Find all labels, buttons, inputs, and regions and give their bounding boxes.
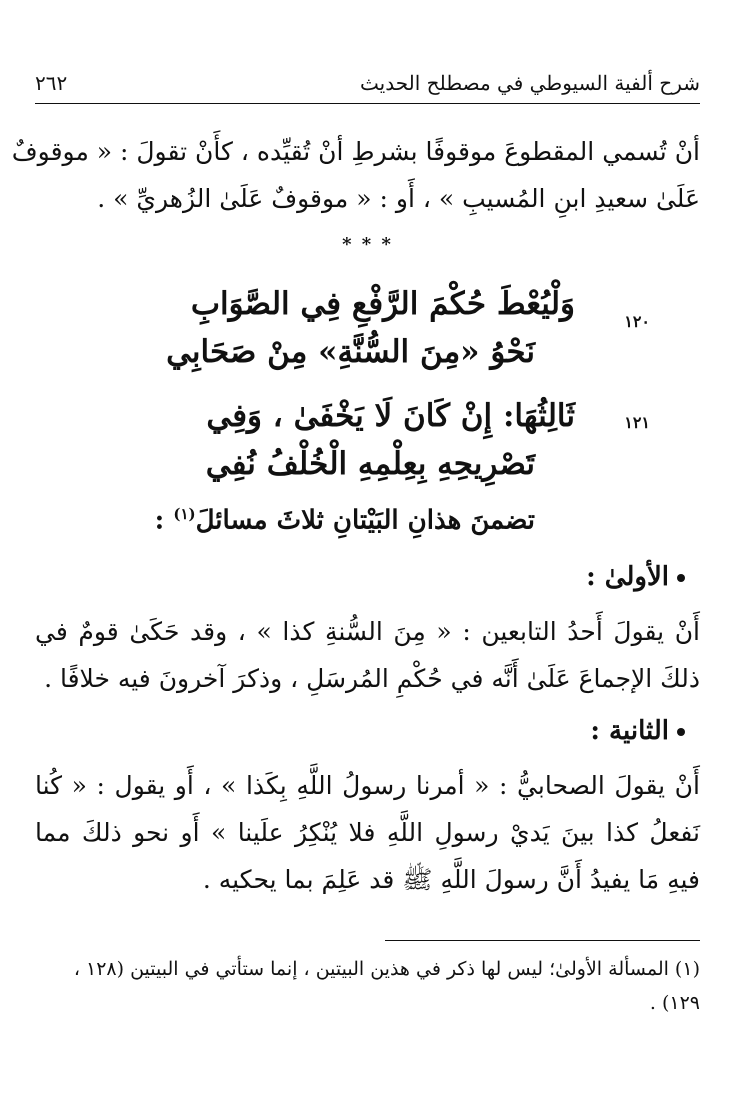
second-issue-line-2: نَفعلُ كذا بينَ يَديْ رسولِ اللَّهِ فلا يُنْكِرُ علَينا » أَو نحو ذلكَ مما <box>35 818 700 847</box>
page-header <box>35 66 700 100</box>
section-separator: * * * <box>342 234 393 255</box>
bullet-icon <box>677 574 685 582</box>
verse-121-second-hemistich: تَصْرِيحِهِ بِعِلْمِهِ الْخُلْفُ نُفِي <box>205 446 535 482</box>
verse-120-first-hemistich: وَلْيُعْطَ حُكْمَ الرَّفْعِ فِي الصَّوَابِ <box>190 286 575 322</box>
footnote-line-1: (١) المسألة الأولىٰ؛ ليس لها ذكر في هذين البيتين ، إنما ستأتي في البيتين (١٢٨ ، <box>73 958 700 980</box>
heading-second-text: الثانية : <box>590 716 669 746</box>
verse-120-second-hemistich: نَحْوُ «مِنَ السُّنَّةِ» مِنْ صَحَابِي <box>166 334 535 370</box>
section-heading-first <box>586 562 685 592</box>
footnote-marker: (١) <box>173 505 196 523</box>
verse-number-120: ١٢٠ <box>624 312 650 331</box>
first-issue-paragraph <box>35 608 700 702</box>
second-issue-line-1: أَنْ يقولَ الصحابيُّ : « أمرنا رسولُ اللَّهِ بِكَذا » ، أَو يقول : « كُنا <box>35 771 700 800</box>
intro-line-1: أنْ تُسمي المقطوعَ موقوفًا بشرطِ أنْ تُقيِّده ، كأَنْ تقولَ : « موقوفٌ <box>11 137 700 166</box>
first-issue-line-2: ذلكَ الإجماعَ عَلَىٰ أَنَّه في حُكْمِ المُرسَلِ ، وذكرَ آخرونَ فيه خلافًا . <box>44 664 700 693</box>
verse-number-121: ١٢١ <box>624 413 650 432</box>
second-issue-line-3: فيهِ مَا يفيدُ أَنَّ رسولَ اللَّهِ ﷺ قد عَلِمَ بما يحكيه . <box>202 865 700 894</box>
verse-121-first-hemistich: ثَالِثُهَا: إِنْ كَانَ لَا يَخْفَىٰ ، وَفِي <box>206 398 575 434</box>
page-number: ٢٦٢ <box>35 71 68 95</box>
footnote-divider <box>385 940 700 941</box>
summary-text: تضمنَ هذانِ البَيْتانِ ثلاثَ مسائلَ <box>195 505 535 536</box>
first-issue-line-1: أَنْ يقولَ أَحدُ التابعين : « مِنَ السُّنةِ كذا » ، وقد حَكَىٰ قومٌ في <box>35 617 700 646</box>
second-issue-paragraph <box>35 762 700 903</box>
intro-paragraph <box>11 128 700 222</box>
intro-line-2: عَلَىٰ سعيدِ ابنِ المُسيبِ » ، أَو : « موقوفٌ عَلَىٰ الزُهريِّ » . <box>97 184 700 213</box>
footnote-line-2: ١٢٩) . <box>649 992 700 1014</box>
summary-colon: : <box>154 505 174 536</box>
bullet-icon <box>677 728 685 736</box>
section-heading-second <box>590 716 685 746</box>
heading-first-text: الأولىٰ : <box>586 562 669 592</box>
summary-line <box>155 505 535 536</box>
footnote <box>35 952 700 1020</box>
header-divider <box>35 103 700 104</box>
running-title: شرح ألفية السيوطي في مصطلح الحديث <box>360 71 700 95</box>
